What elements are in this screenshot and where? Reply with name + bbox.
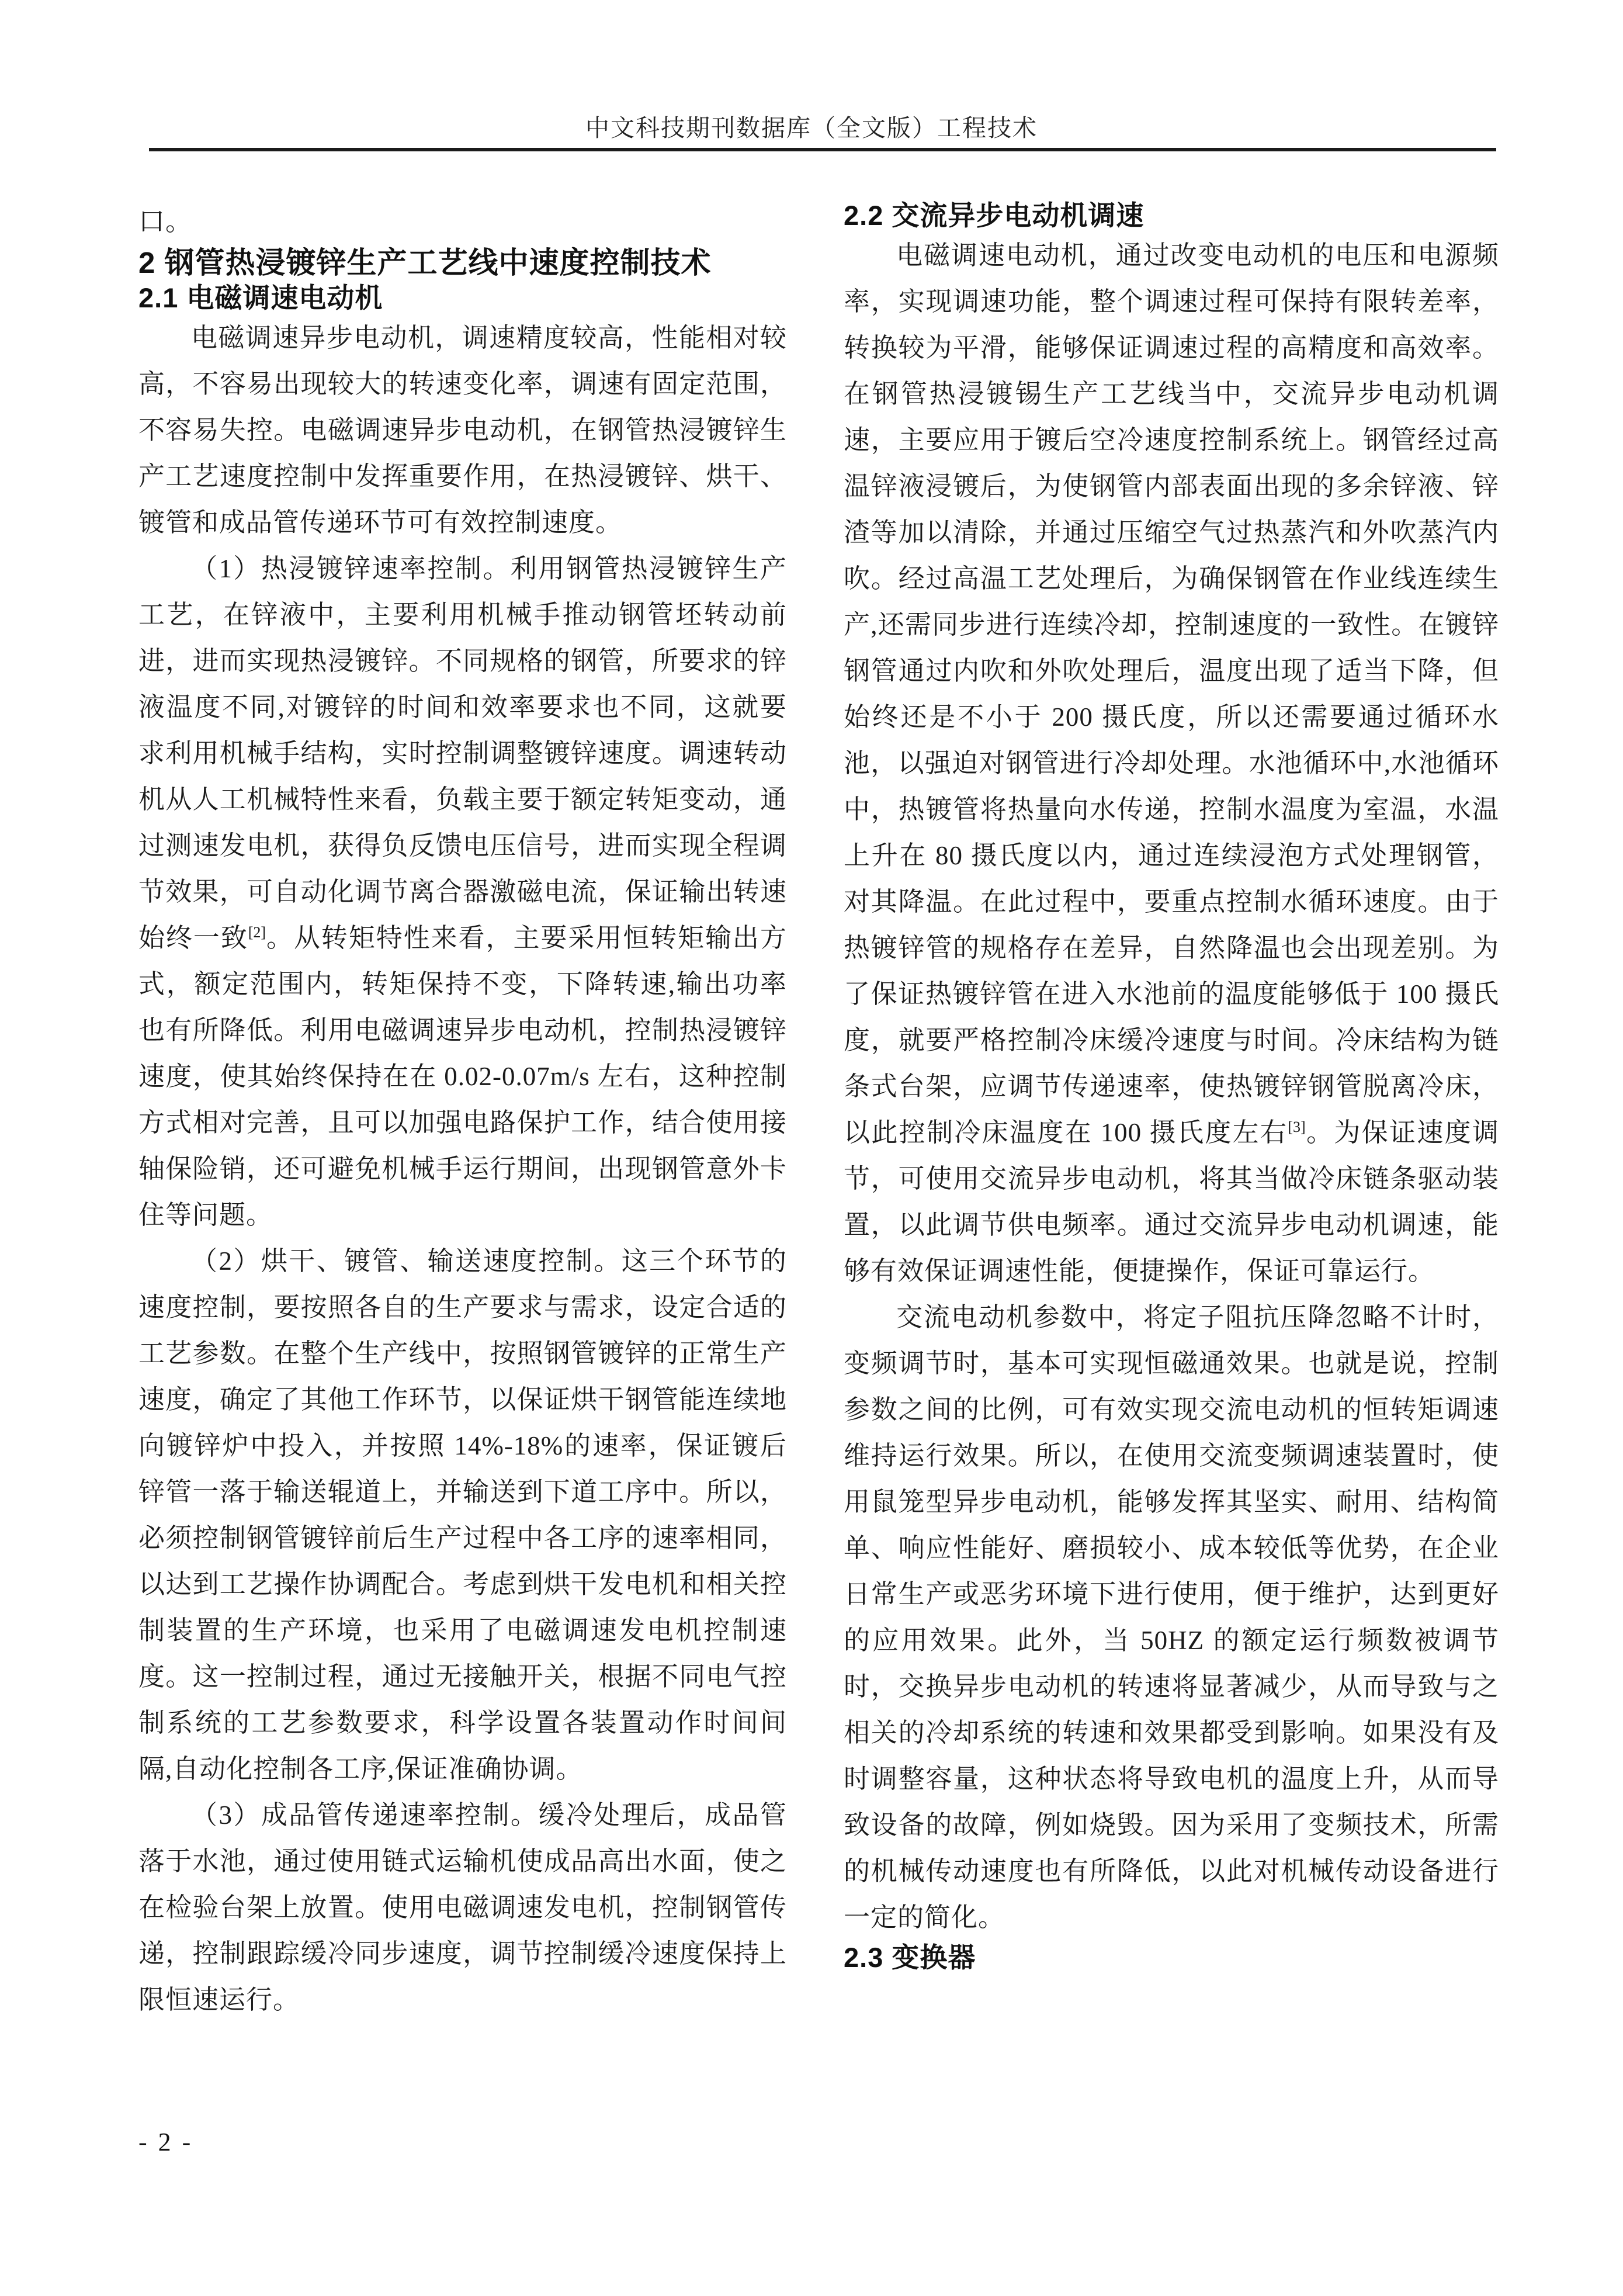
running-header [0,113,1623,143]
body-paragraph [844,1294,1499,1941]
paragraph-text: （2）烘干、镀管、输送速度控制。这三个环节的速度控制，要按照各自的生产要求与需求，设定合适的工艺参数。在整个生产线中，按照钢管镀锌的正常生产速度，确定了其他工作环节，以保证烘干钢管能连续地向镀锌炉中投入，并按照 14%-18%的速率，保证镀后锌管一落于输送辊道上，并输送到下道工序中。所以，必须控制钢管镀锌前后生产过程中各工序的速率相同，以达到工艺操作协调配合。考虑到烘干发电机和相关控制装置的生产环境，也采用了电磁调速发电机控制速度。这一控制过程，通过无接触开关，根据不同电气控制系统的工艺参数要求，科学设置各装置动作时间间隔,自动化控制各工序,保证准确协调。 [138,1246,787,1784]
section-2-heading: 2 钢管热浸镀锌生产工艺线中速度控制技术 [138,246,712,279]
body-paragraph [138,546,787,1238]
paragraph-text: （1）热浸镀锌速率控制。利用钢管热浸镀锌生产工艺，在锌液中，主要利用机械手推动钢管坯转动前进，进而实现热浸镀锌。不同规格的钢管，所要求的锌液温度不同,对镀锌的时间和效率要求也不同，这就要求利用机械手结构，实时控制调整镀锌速度。调速转动机从人工机械特性来看，负载主要于额定转矩变动，通过测速发电机，获得负反馈电压信号，进而实现全程调节效果，可自动化调节离合器激磁电流，保证输出转速始终一致 [138,554,787,953]
section-2-1-heading: 2.1 电磁调速电动机 [138,282,383,313]
paragraph-text: 电磁调速异步电动机，调速精度较高，性能相对较高，不容易出现较大的转速变化率，调速有固定范围，不容易失控。电磁调速异步电动机，在钢管热浸镀锌生产工艺速度控制中发挥重要作用，在热浸镀锌、烘干、镀管和成品管传递环节可有效控制速度。 [138,323,787,537]
section-2-2-heading: 2.2 交流异步电动机调速 [844,200,1145,231]
section-2-3-heading: 2.3 变换器 [844,1942,976,1973]
citation-ref-3: [3] [1288,1118,1306,1135]
body-paragraph [138,1792,787,2023]
body-paragraph [138,1238,787,1792]
body-paragraph [844,233,1499,1294]
page-number: - 2 - [138,2128,193,2156]
right-column [844,199,1499,1975]
paragraph-text: （3）成品管传递速率控制。缓冷处理后，成品管落于水池，通过使用链式运输机使成品高出水面，使之在检验台架上放置。使用电磁调速发电机，控制钢管传递，控制跟踪缓冷同步速度，调节控制缓冷速度保持上限恒速运行。 [138,1800,787,2014]
body-paragraph [138,315,787,546]
left-column [138,199,787,2023]
header-divider-rule [149,148,1496,151]
running-header-text: 中文科技期刊数据库（全文版）工程技术 [585,115,1038,141]
paragraph-text: 电磁调速电动机，通过改变电动机的电压和电源频率，实现调速功能，整个调速过程可保持有限转差率，转换较为平滑，能够保证调速过程的高精度和高效率。在钢管热浸镀锡生产工艺线当中，交流异步电动机调速，主要应用于镀后空冷速度控制系统上。钢管经过高温锌液浸镀后，为使钢管内部表面出现的多余锌液、锌渣等加以清除，并通过压缩空气过热蒸汽和外吹蒸汽内吹。经过高温工艺处理后，为确保钢管在作业线连续生产,还需同步进行连续冷却，控制速度的一致性。在镀锌钢管通过内吹和外吹处理后，温度出现了适当下降，但始终还是不小于 200 摄氏度，所以还需要通过循环水池，以强迫对钢管进行冷却处理。水池循环中,水池循环中，热镀管将热量向水传递，控制水温度为室温，水温上升在 80 摄氏度以内，通过连续浸泡方式处理钢管，对其降温。在此过程中，要重点控制水循环速度。由于热镀锌管的规格存在差异，自然降温也会出现差别。为了保证热镀锌管在进入水池前的温度能够低于 100 摄氏度，就要严格控制冷床缓冷速度与时间。冷床结构为链条式台架，应调节传递速率，使热镀锌钢管脱离冷床，以此控制冷床温度在 100 摄氏度左右 [844,241,1499,1147]
paragraph-text: 交流电动机参数中，将定子阻抗压降忽略不计时，变频调节时，基本可实现恒磁通效果。也就是说，控制参数之间的比例，可有效实现交流电动机的恒转矩调速维持运行效果。所以，在使用交流变频调速装置时，使用鼠笼型异步电动机，能够发挥其坚实、耐用、结构简单、响应性能好、磨损较小、成本较低等优势，在企业日常生产或恶劣环境下进行使用，便于维护，达到更好的应用效果。此外，当 50HZ 的额定运行频数被调节时，交换异步电动机的转速将显著减少，从而导致与之相关的冷却系统的转速和效果都受到影响。如果没有及时调整容量，这种状态将导致电机的温度上升，从而导致设备的故障，例如烧毁。因为采用了变频技术，所需的机械传动速度也有所降低，以此对机械传动设备进行一定的简化。 [844,1303,1499,1932]
carryover-line: 口。 [138,207,193,236]
paragraph-text: 。从转矩特性来看，主要采用恒转矩输出方式，额定范围内，转矩保持不变，下降转速,输出功率也有所降低。利用电磁调速异步电动机，控制热浸镀锌速度，使其始终保持在在 0.02-0.07m/s 左右，这种控制方式相对完善，且可以加强电路保护工作，结合使用接轴保险销，还可避免机械手运行期间，出现钢管意外卡住等问题。 [138,923,787,1230]
paragraph-text: 。为保证速度调节，可使用交流异步电动机，将其当做冷床链条驱动装置，以此调节供电频率。通过交流异步电动机调速，能够有效保证调速性能，便捷操作，保证可靠运行。 [844,1118,1499,1286]
citation-ref-2: [2] [248,924,266,941]
